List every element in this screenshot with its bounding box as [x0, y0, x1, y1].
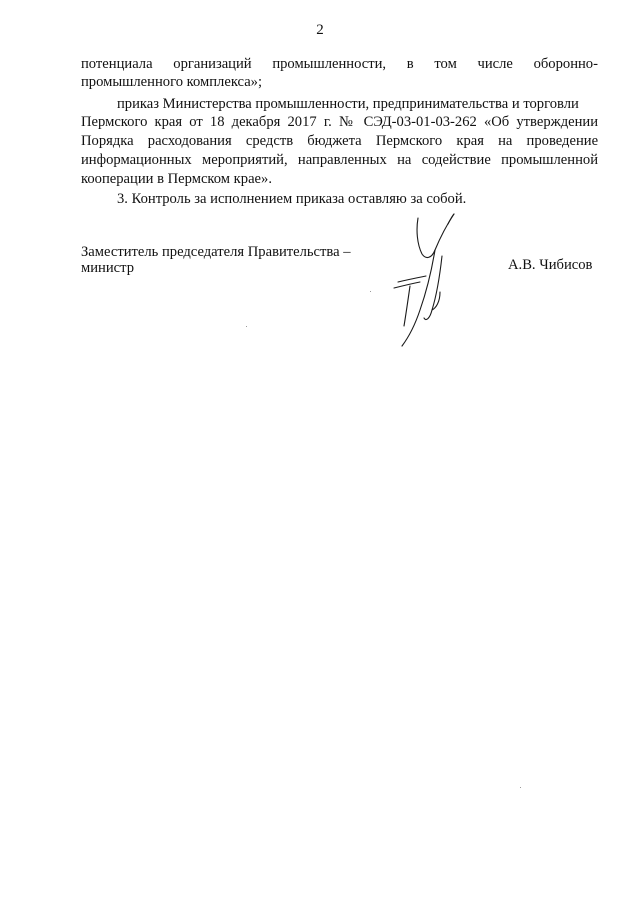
signatory-name: А.В. Чибисов	[508, 257, 593, 273]
word: утверждении	[516, 114, 599, 130]
word: на	[498, 133, 513, 149]
para1-line1	[81, 55, 598, 74]
para2-line3	[81, 132, 598, 151]
scan-speck	[246, 326, 247, 327]
para2-line1: приказ Министерства промышленности, предпринимательства и торговли	[117, 96, 579, 112]
word: края	[154, 114, 183, 130]
word: средств	[245, 133, 294, 149]
word: 2017	[287, 114, 317, 130]
para1-line2: промышленного комплекса»;	[81, 74, 263, 90]
word: «Об	[483, 114, 510, 130]
word: промышленности,	[272, 56, 387, 72]
word: Пермского	[81, 114, 148, 130]
word: СЭД-03-01-03-262	[363, 114, 477, 130]
word: оборонно-	[533, 56, 598, 72]
scan-speck	[520, 787, 521, 788]
signatory-position-line2: министр	[81, 260, 134, 276]
word: том	[434, 56, 457, 72]
para3: 3. Контроль за исполнением приказа оставляю за собой.	[117, 191, 467, 207]
word: содействие	[421, 152, 491, 168]
word: 18	[209, 114, 225, 130]
word: расходования	[147, 133, 232, 149]
scan-speck	[370, 291, 371, 292]
word: края	[456, 133, 484, 149]
word: потенциала	[81, 56, 153, 72]
word: направленных	[297, 152, 387, 168]
word: №	[339, 114, 357, 130]
para2-line4	[81, 151, 598, 170]
word: Пермского	[375, 133, 443, 149]
page-number: 2	[316, 22, 324, 38]
word: числе	[477, 56, 513, 72]
word: организаций	[173, 56, 252, 72]
word: на	[397, 152, 412, 168]
word: г.	[323, 114, 332, 130]
word: от	[189, 114, 203, 130]
word: Порядка	[81, 133, 134, 149]
word: мероприятий,	[202, 152, 288, 168]
word: проведение	[526, 133, 599, 149]
para2-line2	[81, 113, 598, 132]
handwritten-signature	[380, 210, 490, 350]
signatory-position-line1: Заместитель председателя Правительства –	[81, 244, 351, 260]
word: промышленной	[501, 152, 599, 168]
para2-line5: кооперации в Пермском крае».	[81, 171, 272, 187]
word: в	[406, 56, 414, 72]
word: декабря	[231, 114, 281, 130]
word: информационных	[81, 152, 192, 168]
word: бюджета	[307, 133, 362, 149]
